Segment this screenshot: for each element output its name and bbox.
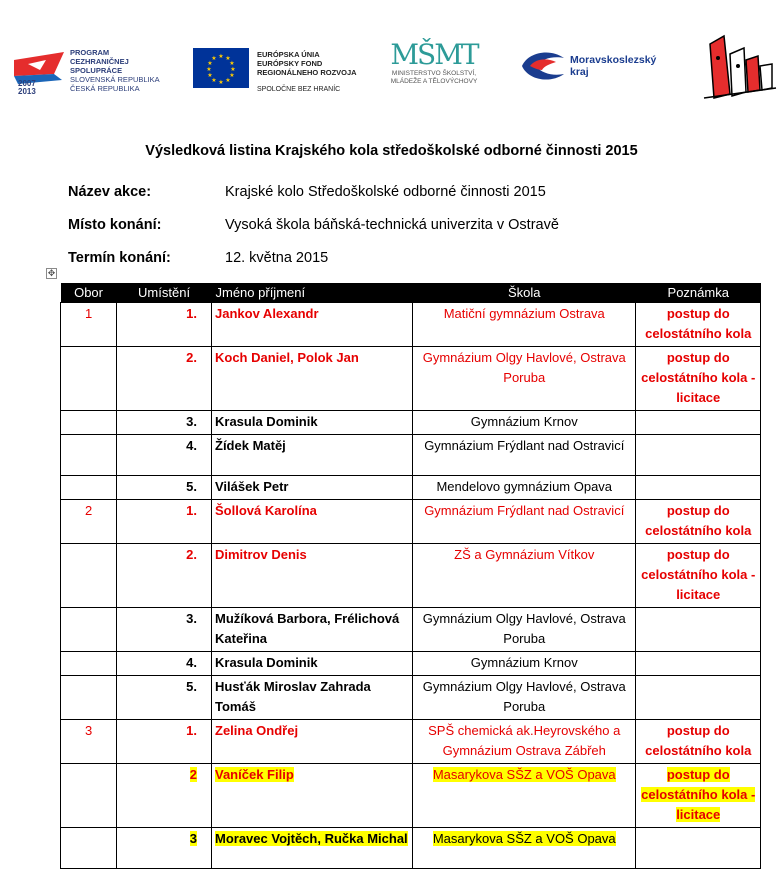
- cell-umisteni: 1.: [117, 500, 212, 544]
- svg-text:★: ★: [211, 77, 217, 84]
- cell-note: postup do celostátního kola - licitace: [636, 347, 761, 411]
- cell-name: Krasula Dominik: [212, 411, 413, 435]
- cell-note: [636, 764, 761, 828]
- meta-key: Název akce:: [68, 184, 152, 200]
- cell-school: Gymnázium Frýdlant nad Ostravicí: [413, 500, 636, 544]
- cell-name: Koch Daniel, Polok Jan: [212, 347, 413, 411]
- cell-obor: [61, 544, 117, 608]
- highlight-text: 2: [189, 767, 197, 782]
- cell-school: [413, 828, 636, 869]
- logo-bar: [0, 30, 783, 110]
- cell-umisteni: 3.: [117, 411, 212, 435]
- cell-umisteni: 1.: [117, 303, 212, 347]
- cell-school: Mendelovo gymnázium Opava: [413, 476, 636, 500]
- cell-obor: [61, 608, 117, 652]
- cell-school: Gymnázium Frýdlant nad Ostravicí: [413, 435, 636, 476]
- cell-obor: [61, 476, 117, 500]
- cell-name: Šollová Karolína: [212, 500, 413, 544]
- highlight-text: Vaníček Filip: [215, 767, 294, 782]
- table-row: [61, 676, 761, 720]
- svg-text:★: ★: [229, 60, 235, 67]
- cell-school: Gymnázium Olgy Havlové, Ostrava Poruba: [413, 347, 636, 411]
- cell-umisteni: 2.: [117, 347, 212, 411]
- cell-note: postup do celostátního kola - licitace: [636, 544, 761, 608]
- cell-name: Mužíková Barbora, Frélichová Kateřina: [212, 608, 413, 652]
- msmt-text: MINISTERSTVO ŠKOLSTVÍ, MLÁDEŽE A TĚLOVÝCHOVY: [390, 70, 478, 85]
- cell-obor: [61, 347, 117, 411]
- table-row: [61, 652, 761, 676]
- page-title: Výsledková listina Krajského kola středoškolské odborné činnosti 2015: [145, 143, 638, 159]
- header-jmeno: Jméno příjmení: [212, 283, 413, 303]
- table-move-handle-icon[interactable]: ✥: [47, 268, 56, 278]
- highlight-text: 3: [189, 831, 197, 846]
- cell-school: Gymnázium Olgy Havlové, Ostrava Poruba: [413, 676, 636, 720]
- cell-name: Žídek Matěj: [212, 435, 413, 476]
- table-row: [61, 544, 761, 608]
- svg-text:★: ★: [225, 77, 231, 84]
- cell-note: postup do celostátního kola: [636, 720, 761, 764]
- cell-school: Gymnázium Krnov: [413, 411, 636, 435]
- cell-umisteni: [117, 764, 212, 828]
- table-row: [61, 411, 761, 435]
- table-row: [61, 764, 761, 828]
- cell-school: ZŠ a Gymnázium Vítkov: [413, 544, 636, 608]
- soc-logo: [700, 34, 780, 104]
- table-row: [61, 303, 761, 347]
- msk-text: Moravskoslezský kraj: [570, 54, 657, 78]
- table-row: [61, 476, 761, 500]
- cell-note: [636, 411, 761, 435]
- cell-note: [636, 435, 761, 476]
- meta-key: Místo konání:: [68, 217, 162, 233]
- cell-obor: [61, 676, 117, 720]
- cell-umisteni: 5.: [117, 476, 212, 500]
- cell-obor: [61, 411, 117, 435]
- header-obor: Obor: [61, 283, 117, 303]
- cell-note: [636, 652, 761, 676]
- header-poznamka: Poznámka: [636, 283, 761, 303]
- meta-key: Termín konání:: [68, 250, 171, 266]
- soc-mark-icon: [700, 34, 780, 104]
- svg-text:★: ★: [225, 55, 231, 62]
- interreg-text: PROGRAM CEZHRANIČNEJ SPOLUPRÁCE SLOVENSKÁ REPUBLIKA ČESKÁ REPUBLIKA: [70, 48, 160, 93]
- svg-text:★: ★: [218, 53, 224, 60]
- meta-value: Vysoká škola báňská-technická univerzita v Ostravě: [225, 217, 559, 233]
- meta-value: Krajské kolo Středoškolské odborné činnosti 2015: [225, 184, 546, 200]
- cell-school: Gymnázium Krnov: [413, 652, 636, 676]
- cell-school: SPŠ chemická ak.Heyrovského a Gymnázium Ostrava Zábřeh: [413, 720, 636, 764]
- highlight-text: postup do celostátního kola - licitace: [641, 767, 756, 822]
- svg-text:★: ★: [229, 72, 235, 79]
- msmt-mark: MŠMT: [390, 38, 478, 71]
- cell-name: Zelina Ondřej: [212, 720, 413, 764]
- cell-name: Krasula Dominik: [212, 652, 413, 676]
- eu-text: EURÓPSKA ÚNIA EURÓPSKY FOND REGIONÁLNEHO ROZVOJA: [257, 50, 357, 77]
- cell-umisteni: 3.: [117, 608, 212, 652]
- cell-note: postup do celostátního kola: [636, 500, 761, 544]
- table-row: [61, 720, 761, 764]
- cell-obor: 1: [61, 303, 117, 347]
- cell-umisteni: 5.: [117, 676, 212, 720]
- highlight-text: Masarykova SŠZ a VOŠ Opava: [432, 831, 616, 846]
- header-umisteni: Umístění: [117, 283, 212, 303]
- table-row: [61, 608, 761, 652]
- cell-school: [413, 764, 636, 828]
- svg-text:★: ★: [230, 66, 236, 73]
- cell-umisteni: 4.: [117, 435, 212, 476]
- table-row: [61, 500, 761, 544]
- cell-note: [636, 676, 761, 720]
- svg-text:★: ★: [211, 55, 217, 62]
- header-skola: Škola: [413, 283, 636, 303]
- table-header-row: [61, 283, 761, 303]
- table-row: [61, 435, 761, 476]
- cell-obor: 3: [61, 720, 117, 764]
- meta-value: 12. května 2015: [225, 250, 329, 266]
- cell-note: [636, 828, 761, 869]
- cell-school: Matiční gymnázium Ostrava: [413, 303, 636, 347]
- cell-umisteni: [117, 828, 212, 869]
- highlight-text: Masarykova SŠZ a VOŠ Opava: [432, 767, 616, 782]
- cell-obor: [61, 828, 117, 869]
- cell-name: Husťák Miroslav Zahrada Tomáš: [212, 676, 413, 720]
- cell-note: [636, 608, 761, 652]
- cell-school: Gymnázium Olgy Havlové, Ostrava Poruba: [413, 608, 636, 652]
- interreg-logo: [14, 48, 174, 98]
- cell-note: [636, 476, 761, 500]
- svg-text:★: ★: [207, 60, 213, 67]
- cell-obor: [61, 652, 117, 676]
- eu-flag-icon: [193, 48, 249, 88]
- eu-logo: [193, 48, 373, 98]
- svg-text:★: ★: [207, 72, 213, 79]
- cell-name: [212, 764, 413, 828]
- svg-text:★: ★: [206, 66, 212, 73]
- cell-umisteni: 1.: [117, 720, 212, 764]
- table-row: [61, 347, 761, 411]
- cell-name: Jankov Alexandr: [212, 303, 413, 347]
- msk-mark-icon: [520, 48, 566, 84]
- cell-obor: [61, 435, 117, 476]
- cell-name: [212, 828, 413, 869]
- cell-obor: 2: [61, 500, 117, 544]
- cell-umisteni: 2.: [117, 544, 212, 608]
- cell-name: Dimitrov Denis: [212, 544, 413, 608]
- cell-obor: [61, 764, 117, 828]
- results-table: [60, 283, 761, 869]
- cell-umisteni: 4.: [117, 652, 212, 676]
- cell-name: Vilášek Petr: [212, 476, 413, 500]
- svg-text:★: ★: [218, 79, 224, 86]
- eu-subtext: SPOLOČNE BEZ HRANÍC: [257, 86, 341, 93]
- msmt-logo: [374, 40, 494, 104]
- highlight-text: Moravec Vojtěch, Ručka Michal: [215, 831, 408, 846]
- interreg-years: 2007 2013: [18, 79, 36, 96]
- cell-note: postup do celostátního kola: [636, 303, 761, 347]
- table-row: [61, 828, 761, 869]
- msk-logo: [520, 48, 680, 88]
